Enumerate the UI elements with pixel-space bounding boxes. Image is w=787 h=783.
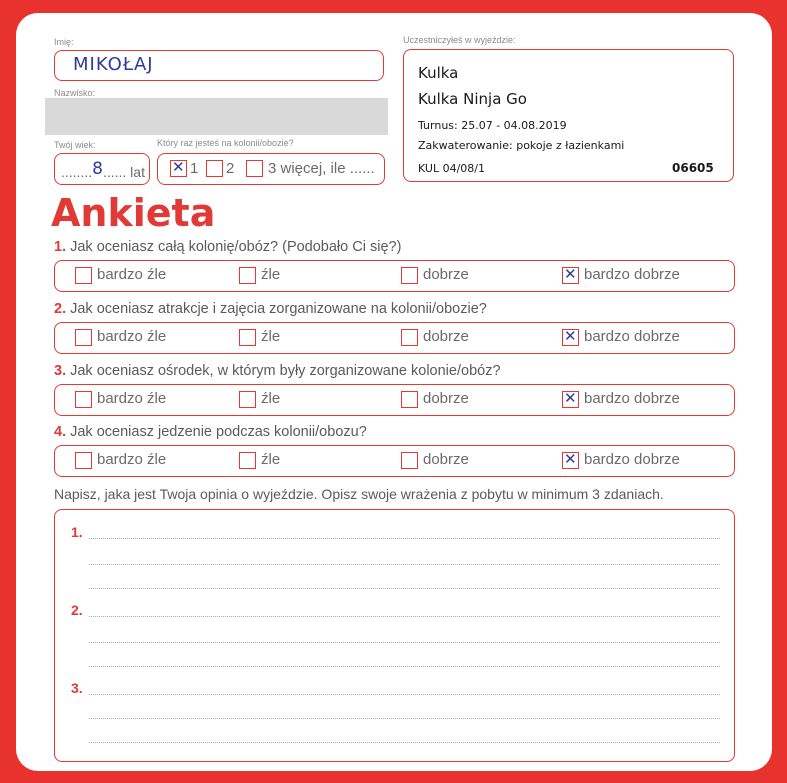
name-label: Imię:: [54, 37, 74, 47]
question-number: 4.: [54, 424, 67, 440]
surname-redacted: [45, 98, 388, 135]
question-text: Jak oceniasz całą kolonię/obóz? (Podobało Ci się?): [66, 239, 402, 255]
option-checkbox[interactable]: [401, 391, 418, 408]
page-title: Ankieta: [51, 191, 216, 235]
card-code: KUL 04/08/1: [418, 162, 485, 175]
option-label: dobrze: [423, 390, 469, 407]
question-number: 1.: [54, 239, 67, 255]
card-turnus: Turnus: 25.07 - 04.08.2019: [418, 119, 567, 132]
question-number: 3.: [54, 363, 67, 379]
participant-label: Uczestniczyłeś w wyjeździe:: [403, 35, 516, 45]
name-value: MIKOŁAJ: [73, 54, 154, 75]
option-checkbox[interactable]: [401, 329, 418, 346]
option-label: bardzo źle: [97, 390, 167, 407]
time-3-label: 3 więcej, ile ......: [268, 160, 375, 177]
option-checkbox[interactable]: [562, 267, 579, 284]
option-checkbox[interactable]: [562, 329, 579, 346]
option-checkbox[interactable]: [75, 452, 92, 469]
question-text: Jak oceniasz atrakcje i zajęcia zorganizowane na kolonii/obozie?: [66, 301, 487, 317]
option-label: bardzo dobrze: [584, 390, 680, 407]
option-checkbox[interactable]: [239, 391, 256, 408]
time-1-label: 1: [190, 160, 199, 177]
option-checkbox[interactable]: [401, 267, 418, 284]
survey-sheet: [16, 13, 772, 771]
opinion-line: [89, 564, 720, 565]
time-2-checkbox[interactable]: [206, 160, 223, 177]
card-line1: Kulka: [418, 64, 459, 82]
card-line2: Kulka Ninja Go: [418, 90, 527, 108]
age-suffix: ...... lat: [102, 164, 145, 180]
option-checkbox[interactable]: [239, 452, 256, 469]
option-label: bardzo dobrze: [584, 266, 680, 283]
opinion-line: [89, 742, 720, 743]
question-text: Jak oceniasz ośrodek, w którym były zorganizowane kolonie/obóz?: [66, 363, 501, 379]
option-label: bardzo dobrze: [584, 451, 680, 468]
option-label: dobrze: [423, 328, 469, 345]
option-label: źle: [261, 390, 281, 407]
opinion-number-1: 1.: [71, 524, 83, 540]
option-checkbox[interactable]: [75, 329, 92, 346]
question-2-options: [54, 322, 735, 354]
question-1-text: [54, 239, 401, 255]
option-checkbox[interactable]: [239, 329, 256, 346]
option-label: bardzo dobrze: [584, 328, 680, 345]
option-label: dobrze: [423, 451, 469, 468]
question-1-options: [54, 260, 735, 292]
option-label: bardzo źle: [97, 266, 167, 283]
opinion-line: [89, 694, 720, 695]
time-2-label: 2: [226, 160, 235, 177]
opinion-number-2: 2.: [71, 602, 83, 618]
option-label: źle: [261, 266, 281, 283]
option-checkbox[interactable]: [239, 267, 256, 284]
option-checkbox[interactable]: [401, 452, 418, 469]
opinion-line: [89, 538, 720, 539]
opinion-line: [89, 588, 720, 589]
option-label: źle: [261, 451, 281, 468]
option-checkbox[interactable]: [562, 452, 579, 469]
question-4-options: [54, 445, 735, 477]
participant-card: [403, 49, 734, 182]
which-time-label: Który raz jesteś na kolonii/obozie?: [157, 138, 294, 148]
age-field[interactable]: [54, 153, 150, 185]
card-number: 06605: [672, 161, 714, 175]
question-2-text: [54, 301, 487, 317]
age-label: Twój wiek:: [54, 140, 96, 150]
question-3-options: [54, 384, 735, 416]
opinion-line: [89, 718, 720, 719]
which-time-field: [157, 153, 385, 185]
card-accommodation: Zakwaterowanie: pokoje z łazienkami: [418, 139, 625, 152]
opinion-prompt: Napisz, jaka jest Twoja opinia o wyjeździe. Opisz swoje wrażenia z pobytu w minimum 3 zdaniach.: [54, 486, 664, 502]
option-checkbox[interactable]: [75, 391, 92, 408]
option-label: bardzo źle: [97, 328, 167, 345]
age-prefix: ........: [61, 164, 93, 180]
name-field[interactable]: [54, 50, 384, 81]
surname-label: Nazwisko:: [54, 88, 96, 98]
option-checkbox[interactable]: [75, 267, 92, 284]
question-text: Jak oceniasz jedzenie podczas kolonii/obozu?: [66, 424, 367, 440]
option-label: źle: [261, 328, 281, 345]
opinion-line: [89, 642, 720, 643]
opinion-number-3: 3.: [71, 680, 83, 696]
question-3-text: [54, 363, 501, 379]
opinion-box[interactable]: [54, 509, 735, 762]
opinion-line: [89, 616, 720, 617]
question-number: 2.: [54, 301, 67, 317]
option-label: dobrze: [423, 266, 469, 283]
age-value: 8: [92, 159, 103, 179]
time-3-checkbox[interactable]: [246, 160, 263, 177]
question-4-text: [54, 424, 367, 440]
option-label: bardzo źle: [97, 451, 167, 468]
time-1-checkbox[interactable]: [170, 160, 187, 177]
opinion-line: [89, 666, 720, 667]
option-checkbox[interactable]: [562, 391, 579, 408]
